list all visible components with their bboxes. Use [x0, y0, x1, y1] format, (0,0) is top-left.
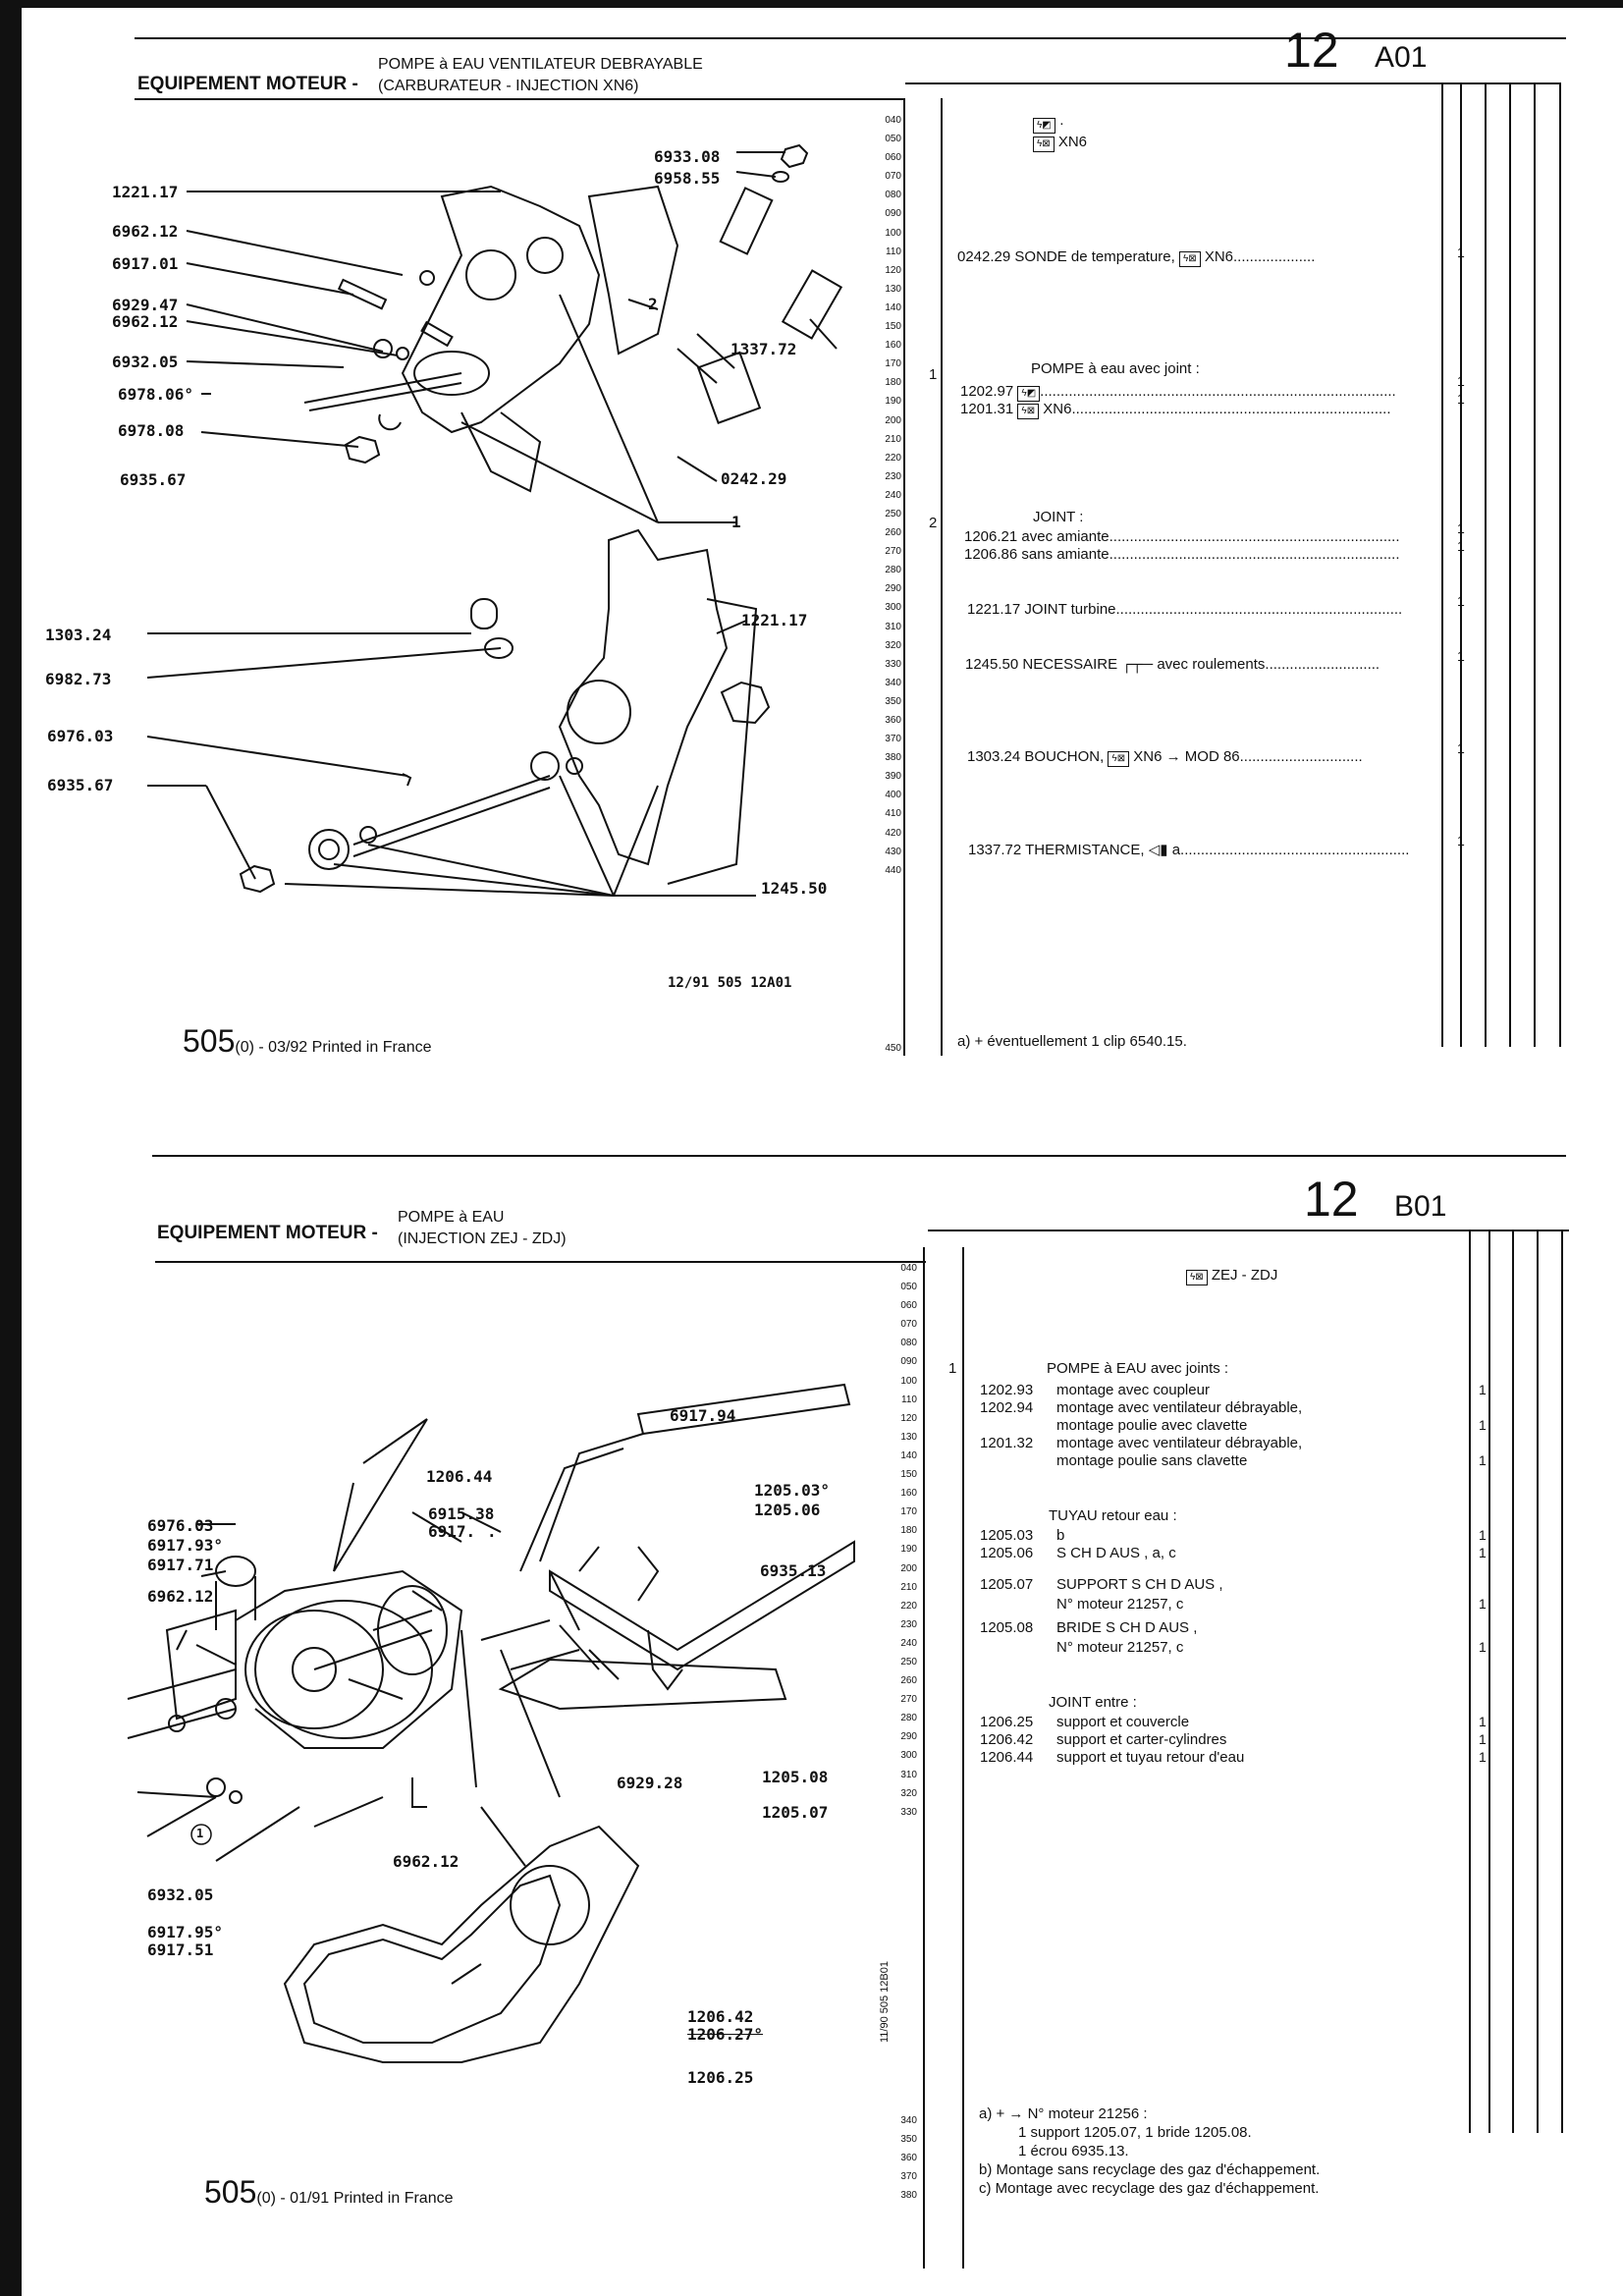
row-number: 160	[885, 340, 901, 352]
callout-label: 6935.13	[760, 1561, 827, 1580]
column-rule	[1534, 82, 1536, 1047]
part-desc: THERMISTANCE,	[1025, 842, 1145, 858]
page-code: B01	[1394, 1190, 1447, 1223]
part-desc: SUPPORT S CH D AUS ,	[1056, 1576, 1223, 1593]
row-number: 190	[885, 396, 901, 408]
row-number: 200	[885, 414, 901, 426]
group-number: 12	[1284, 23, 1339, 78]
row-number: 170	[885, 358, 901, 370]
kit-icon: ┌┬─	[1121, 656, 1154, 673]
callout-label: 6917.94	[670, 1406, 736, 1425]
row-number: 180	[900, 1525, 917, 1537]
footnotes	[979, 2105, 1320, 2198]
part-ref: 1202.93	[980, 1382, 1034, 1398]
footnote-line: 1 écrou 6935.13.	[1018, 2143, 1129, 2159]
part-qty: 1	[1457, 373, 1465, 389]
row-number: 210	[900, 1581, 917, 1593]
scan-edge-left	[0, 0, 22, 2296]
variant-header: ϟ◩ · ϟ⊠ XN6	[1033, 115, 1087, 152]
row-number: 330	[885, 658, 901, 670]
callout-label: 1	[196, 1827, 204, 1840]
injection-symbol-icon: ϟ⊠	[1017, 404, 1039, 419]
column-rule	[1512, 1230, 1514, 2133]
row-number: 400	[885, 790, 901, 801]
part-ref: 1303.24	[967, 748, 1021, 765]
row-number: 430	[885, 846, 901, 857]
row-number: 110	[886, 246, 901, 257]
callout-label: 6929.47	[112, 296, 179, 314]
part-desc: BOUCHON,	[1024, 748, 1105, 765]
callout-label: 6976.03	[147, 1516, 214, 1535]
row-number: 140	[885, 301, 901, 313]
part-qty: 1	[1479, 1639, 1487, 1655]
callout-label: 6978.08	[118, 421, 185, 440]
row-number: 250	[885, 508, 901, 519]
row-number: 070	[885, 171, 901, 183]
callout-label: 6917.71	[147, 1556, 214, 1574]
callout-label: 6962.12	[147, 1587, 214, 1606]
row-number: 330	[900, 1806, 917, 1818]
part-desc: S CH D AUS , a, c	[1056, 1545, 1176, 1561]
part-qty: 1	[1457, 648, 1465, 664]
header-rule-right	[928, 1230, 1569, 1231]
column-rule	[903, 98, 905, 1056]
part-desc: sans amiante	[1021, 546, 1109, 563]
part-ref: 1201.31	[960, 401, 1014, 417]
callout-label: 6932.05	[112, 353, 179, 371]
row-number: 230	[885, 470, 901, 482]
row-number: 260	[900, 1675, 917, 1687]
group-number: 12	[1304, 1172, 1359, 1227]
part-ref: 1206.21	[964, 528, 1018, 545]
callout-label: 6917.95°	[147, 1923, 224, 1941]
page-title: EQUIPEMENT MOTEUR -	[137, 74, 358, 94]
callout-label: 6915.38	[428, 1504, 495, 1523]
part-row: 1337.72 THERMISTANCE, ◁▮ a........................................................	[968, 842, 1410, 858]
column-rule	[962, 1247, 964, 2269]
row-number: 370	[885, 734, 901, 745]
callout-label: 1205.06	[754, 1501, 821, 1519]
callout-label: 6935.67	[47, 776, 114, 794]
engine-symbol-icon: ϟ◩	[1033, 118, 1055, 134]
callout-label: 6932.05	[147, 1886, 214, 1904]
row-number: 410	[885, 808, 901, 820]
row-number: 220	[900, 1600, 917, 1612]
page-title: EQUIPEMENT MOTEUR -	[157, 1223, 378, 1243]
scan-edge-top	[0, 0, 1623, 8]
part-desc: montage avec ventilateur débrayable,	[1056, 1399, 1303, 1416]
column-rule	[1469, 1230, 1471, 2133]
plate-code: 11/90 505 12B01	[879, 1961, 891, 2043]
part-row: 1245.50 NECESSAIRE ┌┬─ avec roulements............................	[965, 656, 1380, 673]
part-qty: 1	[1479, 1731, 1487, 1747]
row-number: 110	[901, 1394, 917, 1405]
callout-label: 1206.27°	[687, 2025, 764, 2044]
column-rule	[1488, 1230, 1490, 2133]
row-number: 260	[885, 527, 901, 539]
part-row: 1303.24 BOUCHON, ϟ⊠ XN6 → MOD 86..............................	[967, 748, 1363, 765]
variant-header: ϟ⊠ ZEJ - ZDJ	[1186, 1267, 1277, 1285]
row-number: 170	[900, 1506, 917, 1518]
row-number-column	[884, 1259, 917, 1822]
part-ref: 1202.97	[960, 383, 1014, 400]
part-desc: b	[1056, 1527, 1065, 1544]
row-number: 120	[900, 1412, 917, 1424]
part-ref: 1221.17	[967, 601, 1021, 618]
row-number: 350	[900, 2134, 917, 2146]
row-number: 310	[885, 621, 901, 632]
row-number: 150	[900, 1469, 917, 1481]
row-number: 060	[900, 1300, 917, 1312]
page-subtitle-line1: POMPE à EAU	[398, 1209, 505, 1226]
row-number: 440	[885, 864, 901, 876]
row-number: 290	[900, 1731, 917, 1743]
row-number: 290	[885, 583, 901, 595]
callout-label: 6978.06°	[118, 385, 194, 404]
item-number: 2	[929, 515, 938, 531]
injection-symbol-icon: ϟ⊠	[1033, 137, 1055, 152]
callout-label: 6917.93°	[147, 1536, 224, 1555]
column-rule	[1485, 82, 1487, 1047]
callout-label: 1206.44	[426, 1467, 493, 1486]
part-desc: support et carter-cylindres	[1056, 1731, 1227, 1748]
row-number: 190	[900, 1544, 917, 1556]
column-rule	[1559, 82, 1561, 1047]
part-row: 1201.31 ϟ⊠ XN6..............................................................................	[960, 401, 1391, 417]
part-qty: 1	[1457, 593, 1465, 609]
part-ref: 1205.08	[980, 1619, 1034, 1636]
part-ref: 1201.32	[980, 1435, 1034, 1451]
row-number: 390	[885, 771, 901, 783]
part-qty: 1	[1479, 1749, 1487, 1765]
header-rule-left	[155, 1261, 926, 1263]
part-qty: 1	[1457, 538, 1465, 554]
row-number: 380	[900, 2190, 917, 2202]
part-ref: 1206.42	[980, 1731, 1034, 1748]
part-ref: 1202.94	[980, 1399, 1034, 1416]
item-number: 1	[948, 1360, 957, 1377]
part-ref: 1205.03	[980, 1527, 1034, 1544]
item-number: 1	[929, 366, 938, 383]
part-group-title: JOINT :	[1033, 509, 1084, 525]
column-rule	[1460, 82, 1462, 1047]
row-number: 100	[900, 1375, 917, 1387]
callout-label: 6935.67	[120, 470, 187, 489]
row-number: 130	[885, 283, 901, 295]
callout-label: 1245.50	[761, 879, 828, 898]
part-qty: 1	[1479, 1452, 1487, 1468]
part-desc: avec amiante	[1021, 528, 1109, 545]
column-rule	[1441, 82, 1443, 1047]
part-ref: 1205.06	[980, 1545, 1034, 1561]
callout-label: 1206.42	[687, 2007, 754, 2026]
row-number: 140	[900, 1449, 917, 1461]
part-desc: BRIDE S CH D AUS ,	[1056, 1619, 1198, 1636]
part-desc: support et tuyau retour d'eau	[1056, 1749, 1245, 1766]
row-number: 320	[885, 639, 901, 651]
callout-label: 6933.08	[654, 147, 721, 166]
part-desc: TUYAU retour eau :	[1049, 1507, 1177, 1524]
part-row: 0242.29 SONDE de temperature, ϟ⊠ XN6....................	[957, 248, 1316, 265]
part-qty: 1	[1479, 1382, 1487, 1397]
part-desc: montage poulie avec clavette	[1056, 1417, 1248, 1434]
column-rule	[1537, 1230, 1539, 2133]
callout-label: 6962.12	[393, 1852, 460, 1871]
row-number: 300	[900, 1750, 917, 1762]
part-ref: 1206.25	[980, 1714, 1034, 1730]
thermistor-icon: ◁▮	[1148, 842, 1168, 858]
part-row: 1206.86 sans amiante.......................................................................	[964, 546, 1400, 563]
row-number: 200	[900, 1562, 917, 1574]
row-number: 220	[885, 452, 901, 464]
part-desc: N° moteur 21257, c	[1056, 1639, 1184, 1656]
column-rule	[923, 1247, 925, 2269]
header-rule-top	[135, 37, 1566, 39]
row-number: 240	[885, 489, 901, 501]
page-code: A01	[1375, 41, 1428, 74]
row-number: 340	[885, 677, 901, 688]
page-subtitle-line2: (CARBURATEUR - INJECTION XN6)	[378, 78, 639, 94]
column-rule	[1509, 82, 1511, 1047]
row-number: 280	[885, 565, 901, 576]
footnote-line: b) Montage sans recyclage des gaz d'échappement.	[979, 2161, 1321, 2178]
part-qty: 1	[1457, 520, 1465, 536]
injection-symbol-icon: ϟ⊠	[1179, 251, 1201, 267]
row-number: 230	[900, 1618, 917, 1630]
page-subtitle-line2: (INJECTION ZEJ - ZDJ)	[398, 1230, 567, 1247]
part-ref: 0242.29	[957, 248, 1011, 265]
row-number: 340	[900, 2115, 917, 2126]
callout-label: 6976.03	[47, 727, 114, 745]
row-number: 270	[900, 1694, 917, 1706]
column-rule	[941, 98, 943, 1056]
part-desc: montage poulie sans clavette	[1056, 1452, 1248, 1469]
row-number: 240	[900, 1637, 917, 1649]
part-row: 1202.97 ϟ◩ .......................................................................................	[960, 383, 1396, 400]
part-row: 1221.17 JOINT turbine......................................................................	[967, 601, 1403, 618]
injection-symbol-icon: ϟ⊠	[1186, 1270, 1208, 1285]
part-ref: 1205.07	[980, 1576, 1034, 1593]
header-rule-right	[905, 82, 1561, 84]
part-qty: 1	[1479, 1714, 1487, 1729]
plate-code: 12/91 505 12A01	[668, 975, 792, 991]
page-subtitle-line1: POMPE à EAU VENTILATEUR DEBRAYABLE	[378, 56, 703, 73]
row-number: 210	[885, 433, 901, 445]
part-desc: JOINT entre :	[1049, 1694, 1137, 1711]
row-number: 250	[900, 1656, 917, 1667]
row-number: 320	[900, 1787, 917, 1799]
row-number: 100	[885, 227, 901, 239]
row-number: 150	[885, 321, 901, 333]
part-desc: SONDE de temperature,	[1014, 248, 1175, 265]
row-number: 370	[900, 2171, 917, 2183]
row-number: 280	[900, 1713, 917, 1724]
page-footer: 505(0) - 03/92 Printed in France	[183, 1023, 432, 1059]
callout-label: 1337.72	[730, 340, 797, 358]
column-rule	[1561, 1230, 1563, 2133]
row-number: 300	[885, 602, 901, 614]
part-qty: 1	[1457, 833, 1465, 848]
row-number: 040	[900, 1263, 917, 1274]
part-ref: 1245.50	[965, 656, 1019, 673]
callout-label: 6917.	[428, 1522, 476, 1541]
footnote-line: c) Montage avec recyclage des gaz d'échappement.	[979, 2180, 1320, 2197]
part-qty: 1	[1479, 1545, 1487, 1560]
callout-label: 1	[731, 513, 741, 531]
callout-label: 6958.55	[654, 169, 721, 188]
row-number: 420	[885, 827, 901, 839]
part-desc: POMPE à EAU avec joints :	[1047, 1360, 1229, 1377]
callout-label: 0242.29	[721, 469, 787, 488]
callout-label: 1205.08	[762, 1768, 829, 1786]
callout-label: 1221.17	[741, 611, 808, 629]
row-number: 360	[900, 2153, 917, 2164]
engine-symbol-icon: ϟ◩	[1017, 386, 1040, 402]
row-number: 380	[885, 752, 901, 764]
row-number: 180	[885, 377, 901, 389]
callout-label: 6917.51	[147, 1941, 214, 1959]
part-qty: 1	[1479, 1527, 1487, 1543]
part-desc: JOINT turbine	[1024, 601, 1116, 618]
page-separator	[152, 1155, 1566, 1157]
part-qty: 1	[1457, 740, 1465, 756]
row-number-column	[884, 2111, 917, 2205]
row-number: 080	[885, 190, 901, 201]
row-number: 360	[885, 715, 901, 726]
row-number: 090	[900, 1356, 917, 1368]
callout-label: 6982.73	[45, 670, 112, 688]
part-ref: 1337.72	[968, 842, 1022, 858]
footnote: a) + éventuellement 1 clip 6540.15.	[957, 1033, 1187, 1050]
callout-label: 1205.03°	[754, 1481, 831, 1500]
row-number: 090	[885, 208, 901, 220]
footnote-line: 1 support 1205.07, 1 bride 1205.08.	[1018, 2124, 1252, 2141]
row-number: 270	[885, 546, 901, 558]
row-number: 120	[885, 264, 901, 276]
footnote-line: a) + → N° moteur 21256 :	[979, 2105, 1148, 2122]
row-number: 080	[900, 1338, 917, 1349]
callout-label: 1205.07	[762, 1803, 829, 1822]
part-desc: montage avec ventilateur débrayable,	[1056, 1435, 1303, 1451]
part-qty: 1	[1479, 1417, 1487, 1433]
part-desc: NECESSAIRE	[1022, 656, 1118, 673]
row-number: 130	[900, 1431, 917, 1443]
row-number: 060	[885, 152, 901, 164]
callout-label: 1303.24	[45, 626, 112, 644]
part-desc: N° moteur 21257, c	[1056, 1596, 1184, 1613]
part-desc: support et couvercle	[1056, 1714, 1190, 1730]
part-qty: 1	[1479, 1596, 1487, 1612]
row-number: 050	[900, 1282, 917, 1293]
callout-label: 6962.12	[112, 312, 179, 331]
part-desc: montage avec coupleur	[1056, 1382, 1210, 1398]
callout-label: 6962.12	[112, 222, 179, 241]
callout-label: 1221.17	[112, 183, 179, 201]
row-number: 050	[885, 134, 901, 145]
row-number: 040	[885, 115, 901, 126]
part-qty: 1	[1457, 391, 1465, 407]
page-footer: 505(0) - 01/91 Printed in France	[204, 2174, 454, 2210]
row-number: 450	[885, 1043, 901, 1054]
row-number: 310	[900, 1769, 917, 1780]
callout-label: .	[487, 1522, 497, 1541]
row-number: 160	[900, 1488, 917, 1500]
row-number: 350	[885, 695, 901, 707]
callout-label: 1206.25	[687, 2068, 754, 2087]
callout-label: 2	[648, 295, 658, 313]
part-qty: 1	[1457, 245, 1465, 260]
callout-label: 6929.28	[617, 1774, 683, 1792]
part-group-title: POMPE à eau avec joint :	[1031, 360, 1200, 377]
part-ref: 1206.86	[964, 546, 1018, 563]
callout-label: 6917.01	[112, 254, 179, 273]
variant-label: XN6	[1057, 134, 1088, 150]
part-row: 1206.21 avec amiante.......................................................................	[964, 528, 1400, 545]
part-ref: 1206.44	[980, 1749, 1034, 1766]
row-number: 070	[900, 1319, 917, 1331]
injection-symbol-icon: ϟ⊠	[1108, 751, 1129, 767]
